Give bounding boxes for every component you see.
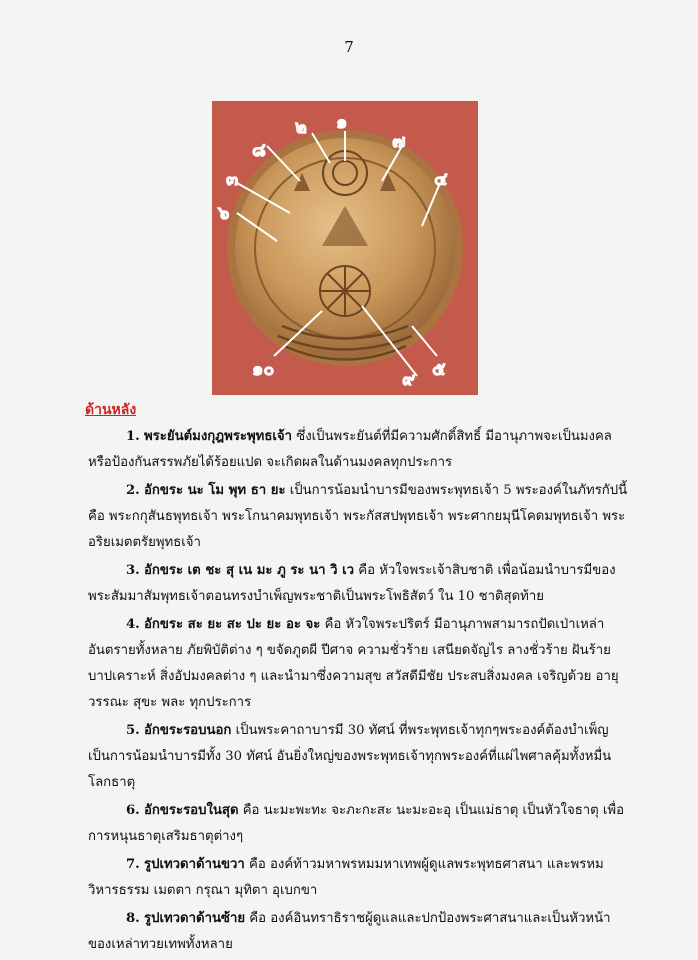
marker-5: ๕	[432, 359, 446, 380]
list-item	[88, 612, 633, 716]
marker-8: ๘	[252, 140, 266, 161]
marker-4: ๔	[434, 169, 448, 190]
list-item	[88, 478, 633, 556]
marker-9: ๙	[402, 369, 416, 390]
item-number: 3.	[126, 563, 140, 578]
list-item	[88, 558, 633, 610]
marker-6: ๖	[218, 203, 230, 224]
list-item	[88, 852, 633, 904]
item-body: เป็นการน้อมนำบารมีของพระพุทธเจ้า 5 พระองค์ในภัทรกัปนี้ คือ พระกกุสันธพุทธเจ้า พระโกนาคมพุทธเจ้า พระกัสสปพุทธเจ้า พระศากยมุนีโคดมพุทธเจ้า พระอริยเมตตรัยพุทธเจ้า	[88, 483, 628, 550]
item-number: 4.	[126, 617, 140, 632]
list-item	[88, 718, 633, 796]
item-body: ซึ่งเป็นพระยันต์ที่มีความศักดิ์สิทธิ์ มีอานุภาพจะเป็นมงคลหรือป้องกันสรรพภัยได้ร้อยแปด จะเกิดผลในด้านมงคลทุกประการ	[88, 429, 612, 470]
amulet-photo	[212, 101, 478, 395]
item-title: รูปเทวดาด้านขวา	[143, 857, 245, 872]
item-body: เป็นพระคาถาบารมี 30 ทัศน์ ที่พระพุทธเจ้าทุกๆพระองค์ต้องบำเพ็ญ เป็นการน้อมนำบารมีทั้ง 30 ทัศน์ อันยิ่งใหญ่ของพระพุทธเจ้าทุกพระองค์ที่แผ่ไพศาลคุ้มทั้งหมื่นโลกธาตุ	[88, 723, 612, 790]
page-number: 7	[344, 38, 354, 56]
amulet-coin-image	[212, 101, 478, 395]
item-number: 7.	[126, 857, 140, 872]
marker-7: ๗	[392, 131, 406, 152]
item-title: พระยันต์มงกุฎพระพุทธเจ้า	[143, 429, 293, 444]
item-title: รูปเทวดาด้านซ้าย	[143, 911, 246, 926]
item-title: อักขระ สะ ยะ สะ ปะ ยะ อะ จะ	[143, 617, 321, 632]
marker-2: ๒	[295, 117, 307, 138]
coin-face	[235, 138, 455, 358]
item-body: คือ หัวใจพระเจ้าสิบชาติ เพื่อน้อมนำบารมีของพระสัมมาสัมพุทธเจ้าตอนทรงบำเพ็ญพระชาติเป็นพระโพธิสัตว์ ใน 10 ชาติสุดท้าย	[88, 563, 616, 604]
section-heading: ด้านหลัง	[85, 402, 137, 418]
list-item	[88, 424, 633, 476]
item-title: อักขระ นะ โม พุท ธา ยะ	[143, 483, 286, 498]
item-body: คือ องค์อินทราธิราชผู้ดูแลและปกป้องพระศาสนาและเป็นหัวหน้าของเหล่าทวยเทพทั้งหลาย	[88, 911, 611, 952]
marker-1: ๑	[336, 112, 348, 133]
item-title: อักขระรอบในสุด	[143, 803, 239, 818]
item-number: 8.	[126, 911, 140, 926]
item-body: คือ นะมะพะทะ จะภะกะสะ นะมะอะอุ เป็นแม่ธาตุ เป็นหัวใจธาตุ เพื่อการหนุนธาตุเสริมธาตุต่างๆ	[88, 803, 625, 844]
item-body: คือ องค์ท้าวมหาพรหมมหาเทพผู้ดูแลพระพุทธศาสนา และพรหมวิหารธรรม เมตตา กรุณา มุทิตา อุเบกขา	[88, 857, 604, 898]
item-list	[88, 424, 633, 960]
marker-10: ๑๐	[252, 359, 275, 380]
item-title: อักขระ เต ชะ สุ เน มะ ภู ระ นา วิ เว	[143, 563, 355, 578]
item-number: 6.	[126, 803, 140, 818]
item-number: 5.	[126, 723, 140, 738]
coin-center-seal	[320, 266, 370, 316]
list-item	[88, 798, 633, 850]
list-item	[88, 906, 633, 958]
item-title: อักขระรอบนอก	[143, 723, 232, 738]
item-number: 1.	[126, 429, 140, 444]
item-number: 2.	[126, 483, 140, 498]
item-body: คือ หัวใจพระปริตร์ มีอานุภาพสามารถปัดเป่าเหล่าอันตรายทั้งหลาย ภัยพิบัติต่าง ๆ ขจัดภูตผี ปีศาจ ความชั่วร้าย เสนียดจัญไร ลางชั่วร้าย ฝันร้าย บาปเคราะห์ สิ่งอัปมงคลต่าง ๆ และนำมาซึ่งความสุข สวัสดีมีชัย ประสบสิ่งมงคล เจริญด้วย อายุ วรรณะ สุขะ พละ ทุกประการ	[88, 617, 619, 710]
marker-3: ๓	[226, 169, 239, 190]
